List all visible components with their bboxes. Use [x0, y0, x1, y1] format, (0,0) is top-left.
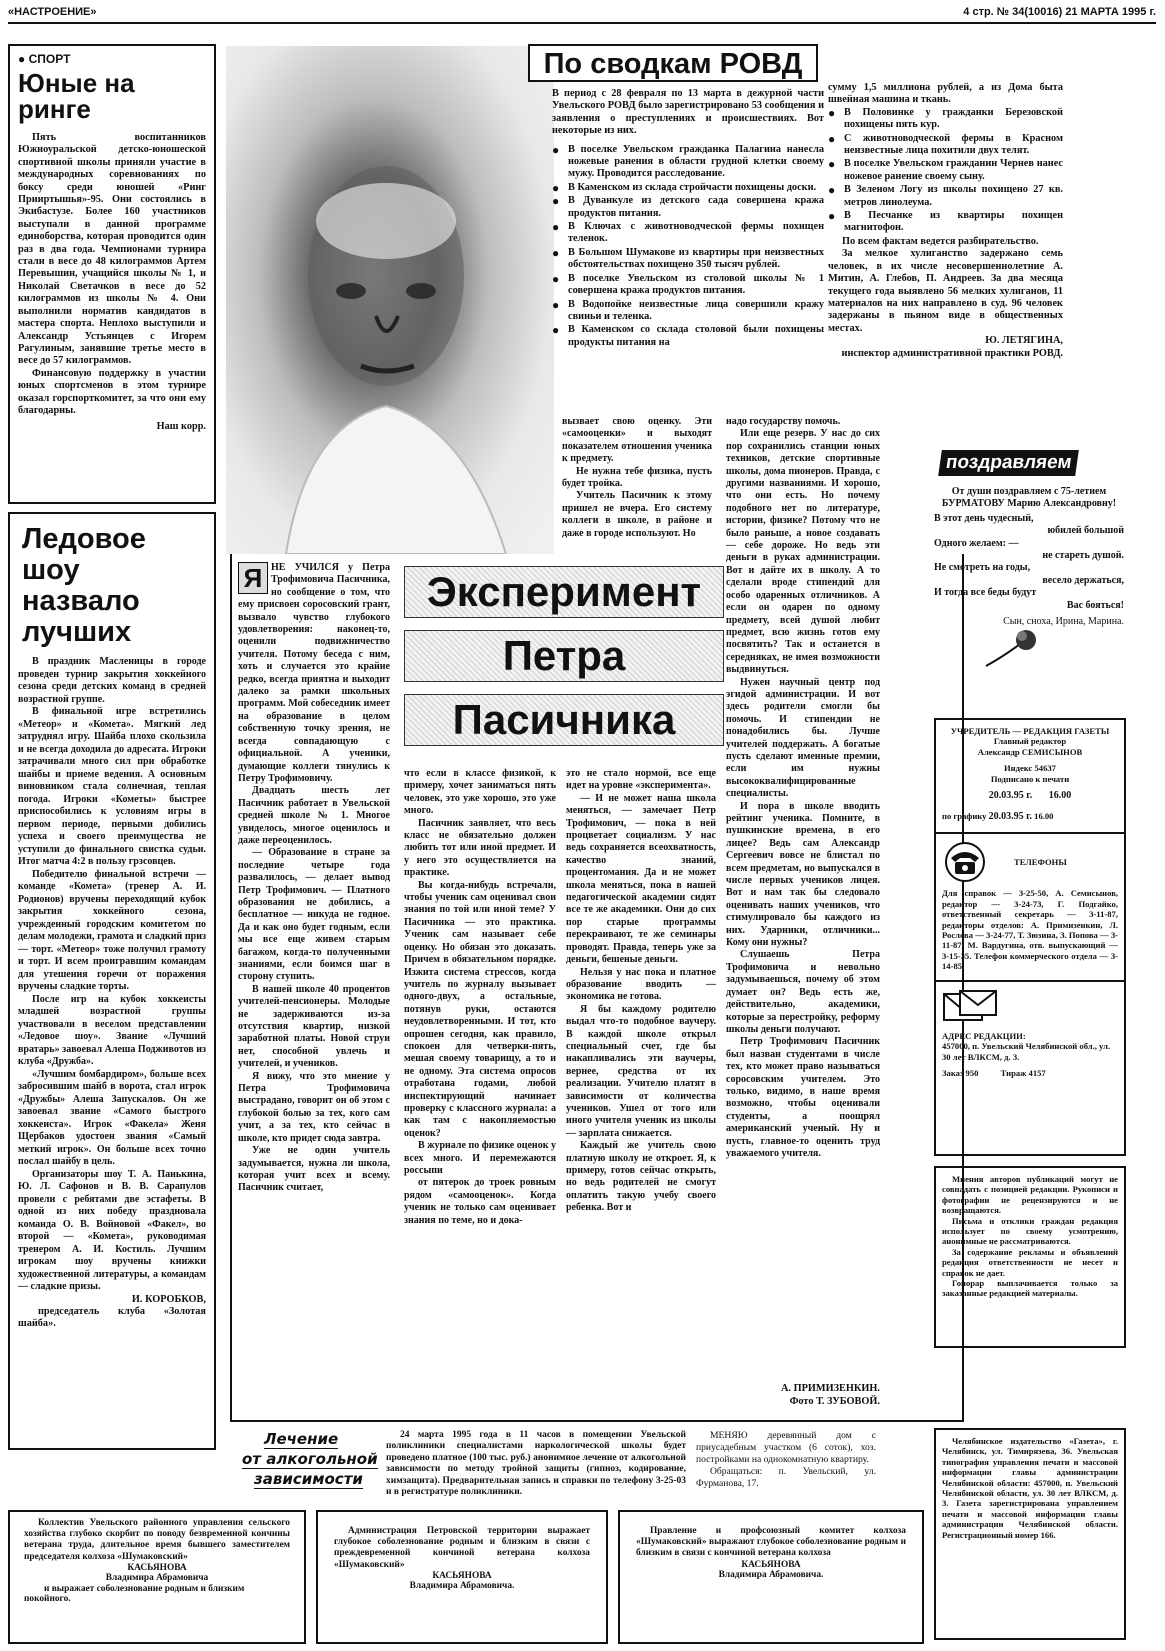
paragraph: Я вижу, что это мнение у Петра Трофимовича выстрадано, говорит он об этом с глубокой болью за тех, кого сам учит, а за тех, кто сейчас в школе, кто придет сюда завтра.: [238, 1070, 390, 1144]
experiment-title-1: Эксперимент: [404, 566, 724, 618]
rubric: ● СПОРТ: [18, 52, 71, 66]
notes-box: [934, 1166, 1126, 1348]
list-item: ● В Каменском из склада стройчасти похищены доски.: [552, 182, 824, 194]
congrats-verse: [934, 513, 1124, 612]
rovd-title: По сводкам РОВД: [528, 44, 818, 82]
editor-role: Главный редактор: [993, 736, 1067, 747]
treatment-label-3: зависимости: [254, 1470, 363, 1488]
obituary-name: КАСЬЯНОВА: [127, 1562, 187, 1573]
verse-line: Одного желаем: —: [934, 537, 1019, 549]
publisher-text: Челябинское издательство «Газета», г. Челябинск, ул. Тимирязева, 36. Увельская типография управления печати и массовой информации главы администрации Челябинской области: 457000, п. Увельский Челябинской области, ул. 30 лет ВЛКСМ, д. 3. Газета зарегистрирована управлением печати и массовой информации главы администрации Челябинской области. Регистрационный номер 166.: [942, 1436, 1118, 1540]
phones-title: ТЕЛЕФОНЫ: [1014, 857, 1067, 868]
note-line: За содержание рекламы и объявлений редакция ответственности не несет и справок не дает.: [942, 1246, 1118, 1278]
ice-signature-name: И. КОРОБКОВ,: [131, 1293, 206, 1305]
signed-label: Подписано к печати: [990, 773, 1070, 784]
signed-line: [942, 790, 1118, 801]
sport-article: [8, 44, 216, 504]
portrait-illustration: [226, 46, 554, 554]
paragraph: от пятерок до троек ровным рядом «самооценок». Когда ученик не только сам оценивает знания по теме, но и дока-: [404, 1177, 556, 1226]
print-info: [942, 1068, 1118, 1078]
paragraph: Уже не один учитель задумывается, нужна ли школа, которая учит всех и всему. Пасичник считает,: [238, 1145, 390, 1194]
rovd-intro: В период с 28 февраля по 13 марта в дежурной части Увельского РОВД было зарегистрировано 53 сообщения и заявления о преступлениях и происшествиях. Вот некоторые из них.: [552, 88, 824, 137]
experiment-title-2: Петра: [404, 630, 724, 682]
verse-line: И тогда все беды будут: [934, 587, 1037, 599]
founder-title: УЧРЕДИТЕЛЬ — РЕДАКЦИЯ ГАЗЕТЫ: [950, 726, 1110, 736]
list-item: ● В Водопойке неизвестные лица совершили кражу свиньи и теленка.: [552, 299, 824, 324]
congrats-from: Сын, сноха, Ирина, Марина.: [1003, 616, 1124, 628]
signed-time: 16.00: [1048, 790, 1072, 802]
paragraph: Победителю финальной встречи — команде «Комета» (тренер А. И. Родионов) вручены переходящий кубок закрытия хоккейного сезона, учрежденный городским комитетом по делам молодежи, грамота и сладкий приз — торт. «Метеор» тоже получил грамоту и торт. И всем проигравшим командам для утешения горечи от поражения вручены сладкие торты.: [18, 868, 206, 992]
list-item: ● В Дуванкуле из детского сада совершена кража продуктов питания.: [552, 195, 824, 220]
verse-line: В этот день чудесный,: [934, 512, 1034, 524]
obituary-1: [8, 1510, 306, 1644]
experiment-col-2: [404, 768, 556, 1227]
rovd-signature-name: Ю. ЛЕТЯГИНА,: [985, 335, 1063, 347]
paragraph: Петр Трофимович Пасичник был назван студентами в числе тех, кто может право называться соросовским учителем. Это только, видимо, в наше время возможно, чтобы оценивали студенты, а поощрял американский ученый. Ну и пусть, главное-то оценить труд уважаемого учителя.: [726, 1036, 880, 1159]
exchange-contact: Обращаться: п. Увельский, ул. Фурманова, 17.: [696, 1466, 876, 1489]
sport-signature: Наш корр.: [156, 421, 206, 433]
experiment-col-3: [566, 768, 716, 1215]
note-line: Гонорар выплачивается только за заказанные редакцией материалы.: [942, 1278, 1118, 1299]
experiment-col-1: [238, 562, 390, 1195]
congrats-logo: поздравляем: [938, 450, 1079, 476]
address-text: 457000, п. Увельский Челябинской обл., ул. 30 лет ВЛКСМ, д. 3.: [942, 1041, 1111, 1062]
order-number: Заказ 950: [942, 1067, 979, 1078]
obituary-tail: и выражает соболезнование родным и близким покойного.: [24, 1583, 245, 1605]
imprint-box: [934, 718, 1126, 1156]
paragraph: Пасичник заявляет, что весь класс не обязательно должен любить тот или иной предмет. И у него это осуществляется на практике.: [404, 817, 556, 879]
issue-info: 4 стр. № 34(10016) 21 МАРТА 1995 г.: [963, 6, 1156, 18]
envelope-icon: [942, 990, 998, 1024]
obituary-2: [316, 1510, 608, 1644]
obituary-text: Администрация Петровской территории выражает глубокое соболезнование родным и близким в связи с преждевременной кончиной ветерана колхоза «Шумаковский»: [334, 1526, 590, 1570]
paragraph: Вы когда-нибудь встречали, чтобы ученик сам оценивал свои знания по той или иной теме? У Пасичника — это практика. Ученик сам называет себе оценку. Но обязан это доказать. Причем в обязательном порядке. Изжита система стрессов, когда учитель по журналу вызывает одного-двух, а остальные, потянув руки, остаются неудовлетворенными. И тот, кто опрошен сегодня, как правило, спокоен для четверки-пять, мешая своему товарищу, а то и не одному. Эта система опросов отработана годами, любой инспектирующий начинает проверку с классного журнала: а как там с накопляемостью оценок?: [404, 879, 556, 1139]
paragraph: В журнале по физике оценок у всех много. И перемежаются россыпи: [404, 1140, 556, 1176]
ice-title: Ледовое шоу назвало лучших: [22, 523, 146, 648]
obituary-patronymic: Владимира Абрамовича.: [718, 1570, 824, 1581]
experiment-author: А. ПРИМИЗЕНКИН.: [781, 1383, 880, 1394]
paragraph: вызвает свою оценку. Эти «самооценки» и выходят показателем отношения ученика к предмету.: [562, 416, 712, 465]
list-item: ● В Зеленом Логу из школы похищено 27 кв. метров линолеума.: [828, 184, 1063, 209]
verse-line: юбилей большой: [1047, 525, 1124, 537]
schedule-date: 20.03.95 г.: [988, 811, 1032, 823]
paragraph: Пять воспитанников Южноуральской детско-юношеской спортивной школы приняли участие в международных соревнованиях по боксу среди юношей «Ринг Прииртышья»-95. Они состоялись в Экибастузе. Более 160 участников выступали в данной программе единоборства, которая проводится один раз в два года. Чемпионами турнира стали в весе до 48 килограммов Артем Перевышин, учащийся школы № 1, и Николай Светачков в весе до 52 килограммов из школы № 4. Они выполнили норматив кандидатов в мастера спорта. Неплохо выступили и Александр Устьянцев с Игорем Рагулиным, занявшие третье место в весе до 57 килограммов.: [18, 132, 206, 367]
verse-line: Вас бояться!: [1066, 599, 1124, 611]
congrats-intro: От души поздравляем с 75-летием БУРМАТОВУ Марию Александровну!: [941, 486, 1117, 510]
exchange-text: МЕНЯЮ деревянный дом с приусадебным участком (6 соток), хоз. постройками на однокомнатную квартиру.: [696, 1430, 876, 1465]
paragraph: После игр на кубок хоккеисты младшей возрастной группы участвовали в веселом представлении «Ледовое шоу». Звание «Лучший вратарь» завоевал Алеша Подживотов из клуба «Дружба».: [18, 993, 206, 1067]
paragraph: За мелкое хулиганство задержано семь человек, в их числе несовершеннолетние А. Митин, А. Глебов, П. Андреев. За два месяца текущего года выявлено 56 мелких хулиганов, 11 материалов на них направлено в суд. 96 человек задержаны в пьяном виде в общественных местах.: [828, 248, 1063, 334]
rovd-signature-role: инспектор административной практики РОВД.: [841, 347, 1063, 359]
paragraph: Нужен научный центр под эгидой администрации. И вот здесь родители смогли бы помочь. И стипендии не понадобились бы. Лучше учителей поддержать. А богатые пусть сделают именные премии, если им нужны высококвалифицированные специалисты.: [726, 676, 880, 800]
paragraph: Я бы каждому родителю выдал что-то подобное ваучеру. В каждой школе открыл специальный счет, где бы накапливались эти ваучеры, вернее, средства от их реализации. Учителю платят в зависимости от количества учеников. Ушел от того или иного учителя ученик из школы — зарплата снижается.: [566, 1003, 716, 1139]
index-number: Индекс 54637: [1004, 763, 1056, 774]
rubric-label: СПОРТ: [28, 52, 71, 66]
treatment-label-1: Лечение: [264, 1430, 339, 1448]
dropcap: Я: [238, 562, 268, 594]
flower-icon: [984, 628, 1044, 668]
address-title: АДРЕС РЕДАКЦИИ:: [942, 1030, 1026, 1041]
list-item: ● С животноводческой фермы в Красном неизвестные лица похитили двух телят.: [828, 133, 1063, 158]
obituary-text: Правление и профсоюзный комитет колхоза «Шумаковский» выражают глубокое соболезнование родным и близким в связи с кончиной ветерана колхоза: [636, 1526, 906, 1559]
divider: [936, 832, 1124, 834]
paragraph: Каждый же учитель свою платную школу не откроет. Я, к примеру, готов сейчас открыть, но ведь родителей не смогут оплатить такую учебу своего ребенка. Вот и: [566, 1140, 716, 1214]
publisher-box: [934, 1428, 1126, 1640]
obituary-name: КАСЬЯНОВА: [432, 1570, 492, 1581]
paragraph: Организаторы шоу Т. А. Панькина, Ю. Л. Сафонов и В. В. Сарапулов провели с ребятами две эстафеты. В одной из них победу праздновала команда О. В. Войновой «Факел», во второй — «Комета», руководимая тренером А. И. Костиль. Лучшим игрокам шоу вручены книжки художественной литературы, а командам — сладкие призы.: [18, 1168, 206, 1292]
list-item: ● В Большом Шумакове из квартиры при неизвестных обстоятельствах похищено 350 тысяч рублей.: [552, 247, 824, 272]
divider: [936, 980, 1124, 982]
copies-number: Тираж 4157: [1000, 1067, 1046, 1078]
paragraph: И пора в школе вводить рейтинг ученика. Помните, в пушкинские времена, в его лицее? Ведь сам Александр Сергеевич вовсе не блистал по всем предметам, но выпускался в числе первых учеников лицея. Вот и нам так бы следовало оценивать наших учеников, что стимулировало бы каждого из них. Ударники, отличники... Кому они нужны?: [726, 800, 880, 949]
verse-line: не стареть душой.: [1042, 550, 1124, 562]
telephone-icon: [942, 842, 988, 882]
note-line: Письма и отклики граждан редакция использует по своему усмотрению, анонимные не рассматриваются.: [942, 1215, 1118, 1247]
experiment-title-3: Пасичника: [404, 694, 724, 746]
schedule-label: по графику: [942, 811, 987, 822]
signed-date: 20.03.95 г.: [988, 790, 1033, 802]
section-name: «НАСТРОЕНИЕ»: [8, 6, 97, 18]
paragraph: Нельзя у нас пока и платное образование вводить — экономика не готова.: [566, 966, 716, 1003]
paragraph: Не нужна тебе физика, пусть будет тройка.: [562, 465, 712, 490]
sport-body: [18, 132, 206, 417]
ice-article: [8, 512, 216, 1450]
paragraph: Или еще резерв. У нас до сих пор сохранились станции юных техников, детские спортивные школы, дома пионеров. Правда, с другими названиями. И хорошо, что они есть. Но почему подобного нет по литературе, истории, физике? Потому что не было раньше, а новое создавать — себе дороже. Но ведь эти деньги в руках администрации. Вот и дайте их в школу. А то сделали вроде стипендий для особо одаренных отличников. А если он одарен по одному предмету, всей душой любит предмет, всю жизнь готов ему посвятить? Так и останется в середняках, не имея возможности выдвинуться.: [726, 428, 880, 676]
paragraph: надо государству помочь.: [726, 416, 841, 427]
paragraph: Учитель Пасичник к этому пришел не вчера. Его систему коллеги в школе, в районе и даже в городе используют. Но: [562, 490, 712, 539]
experiment-upper-col: [562, 416, 712, 540]
list-item: ● В Песчанке из квартиры похищен магнитофон.: [828, 210, 1063, 235]
rovd-right-column: [828, 82, 1063, 360]
paragraph: — Образование в стране за последние четыре года развалилось, — делает вывод Петр Трофимович. — Платного образования не добились, а бесплатное — никуда не годное. Да и как оно будет годным, если мы все еще живем старым багажом, когда-то полученными знаниями, если боимся шаг в сторону ступить.: [238, 847, 390, 983]
list-item: ● В Каменском со склада столовой были похищены продукты питания на: [552, 324, 824, 349]
paragraph: «Лучшим бомбардиром», больше всех забросившим шайб в ворота, стал игрок «Дружбы» Алеша Запускалов. Он же завоевал звание «Самого быстрого хоккеиста». Игрок «Факела» Женя Щербаков удостоен звания «Самый меткий игрок». Он больше всех точно послал шайбу в цель.: [18, 1068, 206, 1167]
page-header: [8, 6, 1156, 24]
paragraph: это не стало нормой, все еще идет на уровне «эксперимента».: [566, 768, 716, 792]
treatment-text: 24 марта 1995 года в 11 часов в помещении Увельской поликлиники специалистами наркологической школы будет проведено платное (100 тыс. руб.) анонимное лечение от алкогольной зависимости по методу тройной защиты (гипноз, кодирование, химзащита). Предварительная запись и справки по телефону 3-25-03 и в регистратуре поликлиники.: [386, 1430, 686, 1498]
rovd-list-left: [552, 144, 824, 350]
rovd-list-right: [828, 107, 1063, 235]
obituary-name: КАСЬЯНОВА: [741, 1559, 801, 1570]
phones-header: [942, 842, 1118, 882]
sport-title: Юные на ринге: [18, 68, 135, 124]
treatment-label-2: от алкогольной: [242, 1450, 378, 1468]
obituary-3: [618, 1510, 924, 1644]
obituary-patronymic: Владимира Абрамовича.: [409, 1581, 515, 1592]
list-item: ● В Половинке у гражданки Березовской похищены пять кур.: [828, 107, 1063, 132]
experiment-photo-credit: Фото Т. ЗУБОВОЙ.: [789, 1396, 880, 1407]
paragraph: По всем фактам ведется разбирательство.: [842, 235, 1039, 247]
phones-text: Для справок — 3-25-50, А. Семисынов, редактор — 3-24-73, Г. Подгайко, ответственный секретарь — 3-11-87, редакторы отделов: А. Примизенкин, Л. Рослова — 3-24-77, Т. Зюзина, З. Попова — 3-11-87, М. Вардугина, отв. выпускающий — 3-15-35. Телефон коммерческого отдела — 3-14-85.: [942, 888, 1118, 972]
obituary-patronymic: Владимира Абрамовича: [105, 1573, 209, 1584]
treatment-ad: [236, 1430, 936, 1498]
rovd-continuation: сумму 1,5 миллиона рублей, а из Дома быта швейная машина и ткань.: [828, 82, 1063, 106]
paragraph: НЕ УЧИЛСЯ у Петра Трофимовича Пасичника, но сообщение о том, что ему присвоен соросовский грант, вызвало чувство глубокого удовлетворения: наконец-то, оценили подвижничество учителя. Потому беседа с ним, хоть и случается это крайне редко, всегда приятна и выходит далеко за рамки школьных программ. Мой собеседник имеет на образование в целом собственную точку зрения, не всегда совпадающую с официальной. А ученики, думающие коллеги тянулись к Петру Трофимовичу.: [238, 562, 390, 784]
ice-body: [18, 656, 206, 1294]
list-item: ● В поселке Увельском из столовой школы № 1 совершена кража продуктов питания.: [552, 273, 824, 298]
list-item: ● В Ключах с животноводческой фермы похищен теленок.: [552, 221, 824, 246]
paragraph: — И не может наша школа меняться, — замечает Петр Трофимович, — пока в ней процветает социализм. У нас ведь сохраняется всеохватность, качество знаний, процентомания. Да и не может школа меняться, пока в нашей педагогической академии сидят все те же академики. Они до сих пор старые программы перекраивают, те же семинары проводят. Правда, теперь уже за деньги, бешеные деньги.: [566, 792, 716, 966]
schedule-line: [942, 811, 1118, 822]
list-item: ● В поселке Увельском гражданка Палагина нанесла ножевые ранения в области грудной клетки своему мужу. Проводится расследование.: [552, 144, 824, 181]
list-item: ● В поселке Увельском гражданин Чернев нанес ножевое ранение своему сыну.: [828, 158, 1063, 183]
paragraph: В праздник Масленицы в городе проведен турнир закрытия хоккейного сезона среди детских команд в средней возрастной группе.: [18, 656, 206, 705]
paragraph: В нашей школе 40 процентов учителей-пенсионеры. Молодые не задерживаются из-за отсутствия квартир, низкой заработной платы. Новой струи нет, способной увлечь и учителей, и учеников.: [238, 983, 390, 1070]
paragraph: Слушаешь Петра Трофимовича и невольно задумываешься, почему об этом думает он? Ведь есть же, действительно, академики, которые за перестройку, реформу школы деньги получают.: [726, 949, 880, 1035]
congrats-block: [934, 450, 1124, 700]
portrait-photo: [226, 46, 554, 554]
paragraph: что если в классе физикой, к примеру, хочет заниматься пять человек, это уже хорошо, это уже много.: [404, 768, 556, 817]
note-line: Мнения авторов публикаций могут не совпадать с позицией редакции. Рукописи и фотографии не рецензируются и не возвращаются.: [942, 1174, 1118, 1216]
experiment-col-4: [726, 416, 880, 1160]
editor-name: Александр СЕМИСЫНОВ: [977, 746, 1083, 757]
rovd-article: [528, 44, 1068, 404]
ice-signature-role: председатель клуба «Золотая шайба».: [18, 1305, 206, 1330]
schedule-time: 16.00: [1034, 811, 1054, 822]
paragraph: В финальной игре встретились «Метеор» и «Комета». Мягкий лед затруднял игру. Шайба плохо скользила и не всегда доходила до адресата. Игроки затрачивали много сил при обработке шайбы и приеме ведения. А основным виновником стала солнечная, теплая погода. Игроки «Кометы» быстрее приспособились к условиям игры в первом периоде, первыми добились успеха и своего преимущества не уступили до финального свистка судьи. Итог матча 4:2 в пользу грзсовцев.: [18, 706, 206, 867]
obituary-text: Коллектив Увельского районного управления сельского хозяйства глубоко скорбит по поводу безвременной кончины ветерана труда, длительное время бывшего заместителем председателя колхоза «Шумаковский»: [24, 1518, 290, 1562]
paragraph: Финансовую поддержку в участии юных спортсменов в этом турнире оказал горспорткомитет, за что они ему благодарны.: [18, 367, 206, 416]
paragraph: Двадцать шесть лет Пасичник работает в Увельской средней школе № 1. Многое увиделось, многое оценилось и даже переоценилось.: [238, 785, 390, 846]
rovd-left-column: [552, 88, 824, 350]
verse-line: весело держаться,: [1042, 574, 1124, 586]
verse-line: Не смотреть на годы,: [934, 562, 1031, 574]
